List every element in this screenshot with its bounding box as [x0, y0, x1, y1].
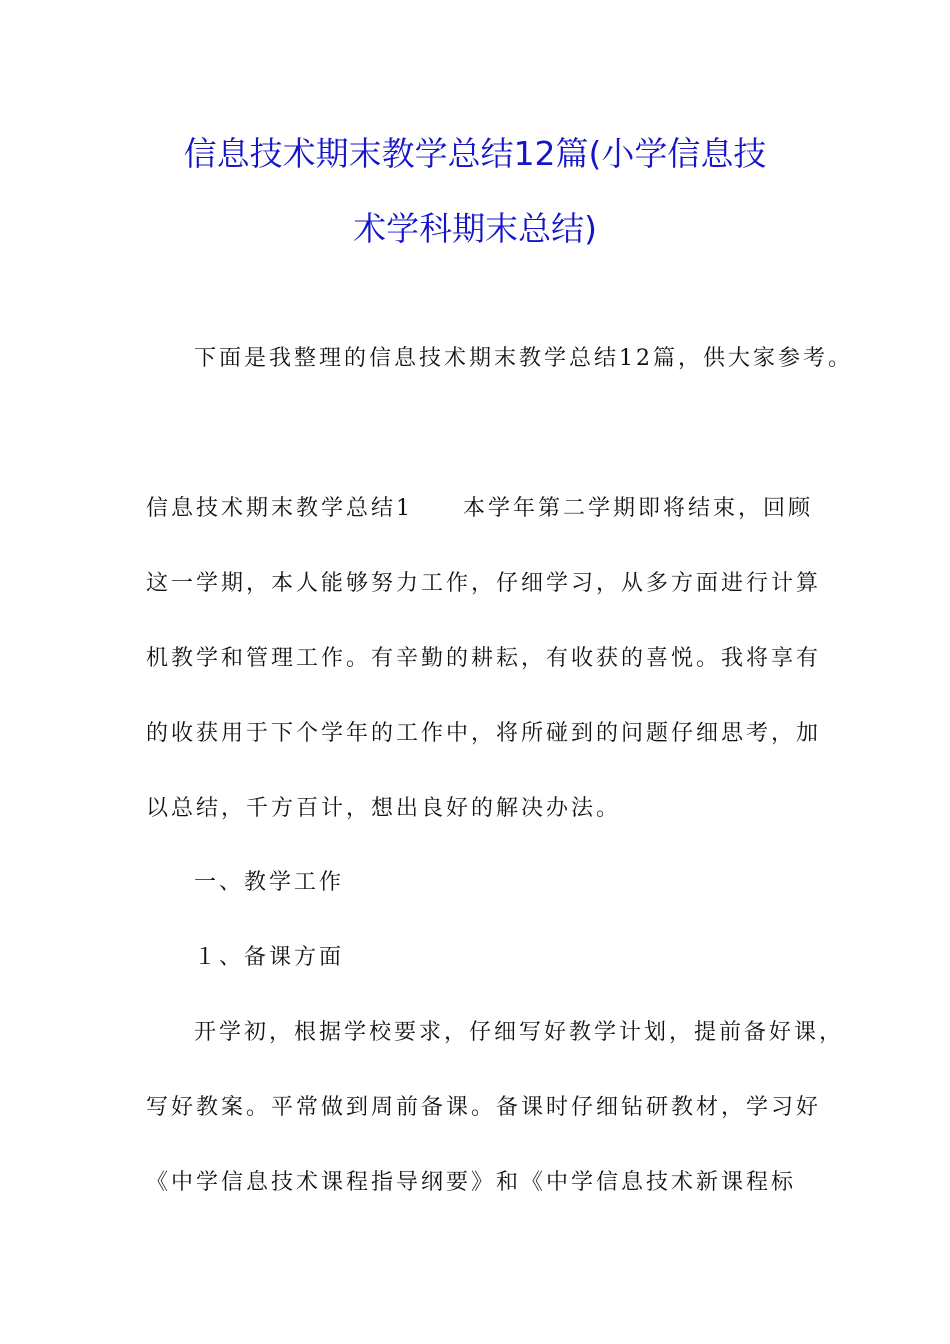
body-line: 的收获用于下个学年的工作中，将所碰到的问题仔细思考，加 — [146, 721, 822, 746]
intro-paragraph: 下面是我整理的信息技术期末教学总结12篇，供大家参考。 — [194, 346, 853, 371]
document-title-line-2: 术学科期末总结) — [353, 209, 597, 248]
body-line: 机教学和管理工作。有辛勤的耕耘，有收获的喜悦。我将享有 — [146, 646, 822, 671]
body-line: 开学初，根据学校要求，仔细写好教学计划，提前备好课， — [194, 1020, 845, 1045]
subsection-heading: １、备课方面 — [194, 945, 345, 970]
body-line: 这一学期，本人能够努力工作，仔细学习，从多方面进行计算 — [146, 571, 822, 596]
document-title-line-1: 信息技术期末教学总结12篇(小学信息技 — [183, 134, 767, 173]
section-heading: 一、教学工作 — [194, 870, 345, 895]
body-line: 以总结，千方百计，想出良好的解决办法。 — [146, 796, 622, 821]
body-line: 信息技术期末教学总结1 本学年第二学期即将结束，回顾 — [146, 496, 813, 521]
body-line: 写好教案。平常做到周前备课。备课时仔细钻研教材，学习好 — [146, 1095, 822, 1120]
body-line: 《中学信息技术课程指导纲要》和《中学信息技术新课程标 — [146, 1170, 797, 1195]
